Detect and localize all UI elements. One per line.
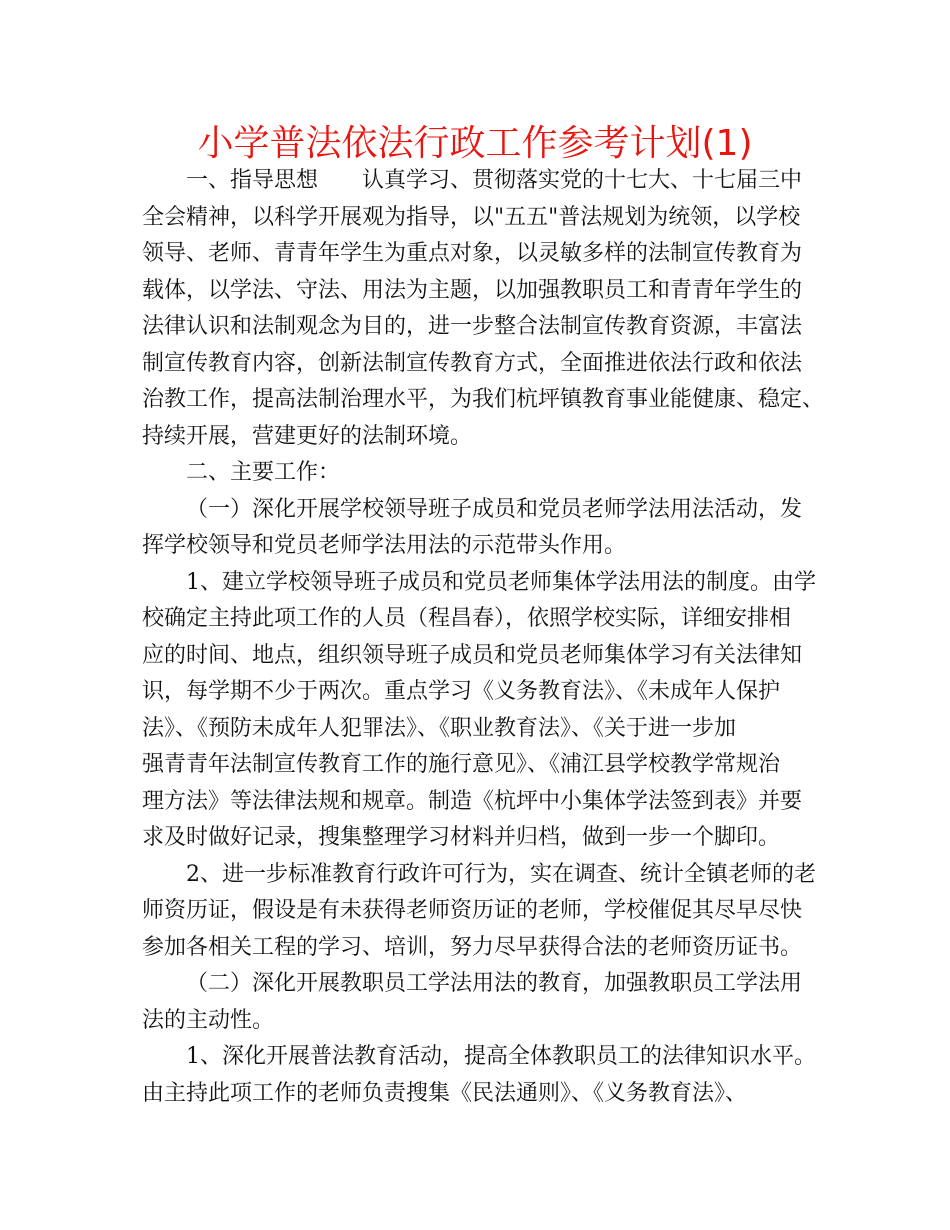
body-line: 法的主动性。 xyxy=(142,1007,275,1033)
body-line: 法》、《预防未成年人犯罪法》、《职业教育法》、《关于进一步加 xyxy=(142,715,737,741)
body-line: 制宣传教育内容，创新法制宣传教育方式，全面推进依法行政和依法 xyxy=(142,350,803,376)
body-line: 识，每学期不少于两次。重点学习《义务教育法》、《未成年人保护 xyxy=(142,679,781,704)
body-line: 应的时间、地点，组织领导班子成员和党员老师集体学习有关法律知 xyxy=(142,642,803,668)
body-line: 治教工作，提高法制治理水平，为我们杭坪镇教育事业能健康、稳定、 xyxy=(142,387,825,412)
document-title: 小学普法依法行政工作参考计划(1) xyxy=(197,123,753,164)
body-line: 2、进一步标准教育行政许可行为，实在调查、统计全镇老师的老 xyxy=(186,861,816,887)
body-line: 求及时做好记录，搜集整理学习材料并归档，做到一步一个脚印。 xyxy=(142,825,781,850)
body-line: 1、建立学校领导班子成员和党员老师集体学法用法的制度。由学 xyxy=(186,569,816,595)
body-line: 领导、老师、青青年学生为重点对象，以灵敏多样的法制宣传教育为 xyxy=(142,241,803,266)
body-line: 一、指导思想 认真学习、贯彻落实党的十七大、十七届三中 xyxy=(186,168,803,193)
body-line: 1、深化开展普法教育活动，提高全体教职员工的法律知识水平。 xyxy=(186,1044,816,1069)
body-line: 校确定主持此项工作的人员（程昌春），依照学校实际，详细安排相 xyxy=(142,606,792,631)
body-line: 理方法》等法律法规和规章。制造《杭坪中小集体学法签到表》并要 xyxy=(142,788,803,814)
subsection-heading: （二）深化开展教职员工学法用法的教育，加强教职员工学法用 xyxy=(186,971,803,996)
section-heading: 二、主要工作： xyxy=(186,460,341,485)
body-line: 法律认识和法制观念为目的，进一步整合法制宣传教育资源，丰富法 xyxy=(142,314,803,339)
body-line: 强青青年法制宣传教育工作的施行意见》、《浦江县学校教学常规治 xyxy=(142,752,781,777)
document-body xyxy=(142,163,832,1112)
body-line: 载体，以学法、守法、用法为主题，以加强教职员工和青青年学生的 xyxy=(142,277,803,303)
body-line: 挥学校领导和党员老师学法用法的示范带头作用。 xyxy=(142,533,627,558)
subsection-heading: （一）深化开展学校领导班子成员和党员老师学法用法活动，发 xyxy=(186,496,803,522)
body-line: 参加各相关工程的学习、培训，努力尽早获得合法的老师资历证书。 xyxy=(142,934,803,960)
body-line: 全会精神，以科学开展观为指导，以"五五"普法规划为统领，以学校 xyxy=(142,204,801,230)
body-line: 由主持此项工作的老师负责搜集《民法通则》、《义务教育法》、 xyxy=(142,1080,748,1106)
body-line: 师资历证，假设是有未获得老师资历证的老师，学校催促其尽早尽快 xyxy=(142,898,803,923)
body-line: 持续开展，营建更好的法制环境。 xyxy=(142,423,473,449)
